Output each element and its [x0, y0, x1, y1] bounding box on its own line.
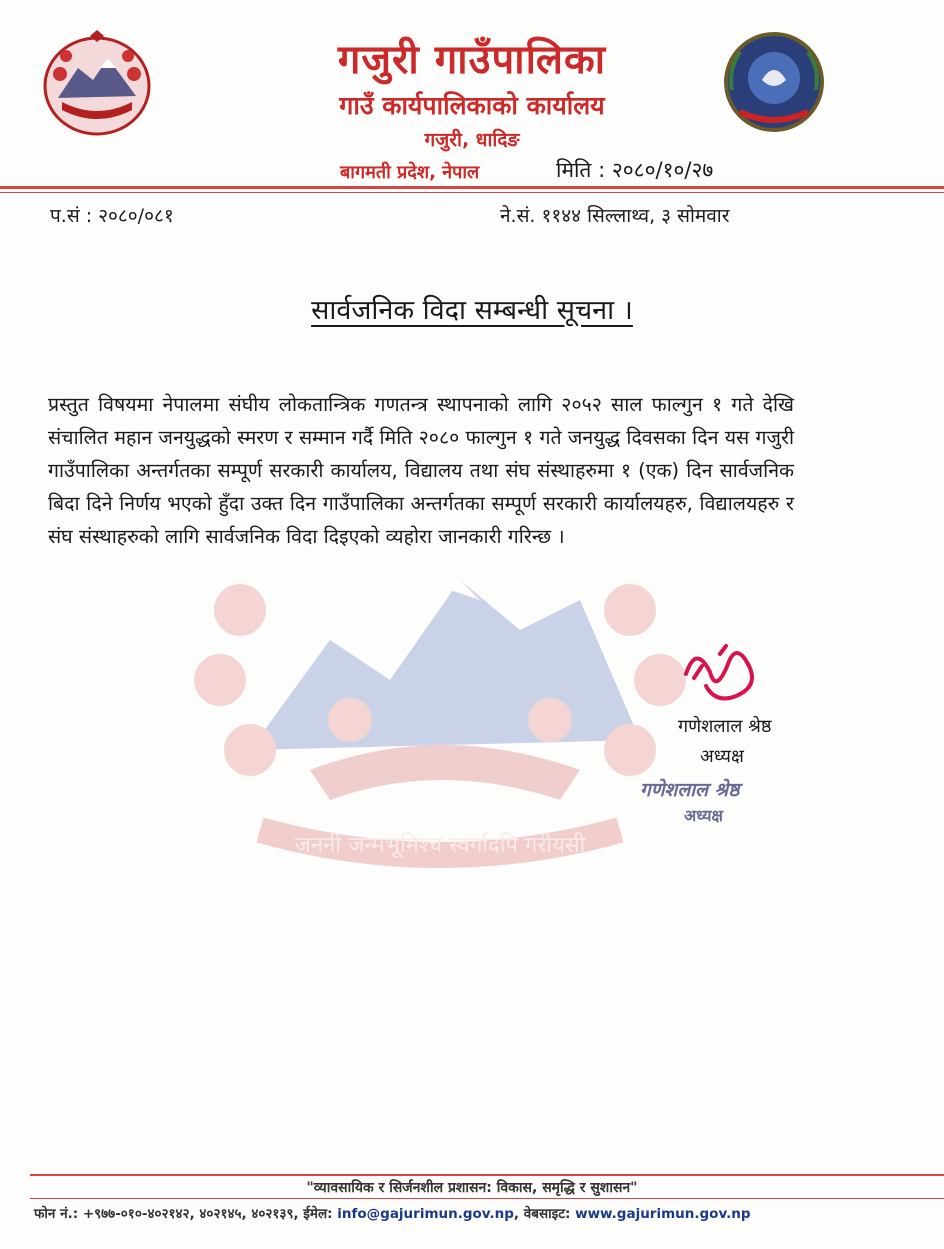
office-name: गाउँ कार्यपालिकाको कार्यालय: [339, 91, 605, 120]
signature: [676, 634, 772, 714]
contact-phone: फोन नं.: +९७७-०१०-४०२१४२, ४०२१४५, ४०२१३९, ईमेल:: [34, 1206, 333, 1222]
header-divider: [0, 186, 944, 189]
organization-name: गजुरी गाउँपालिका: [337, 37, 607, 83]
watermark-emblem: [160, 520, 720, 880]
notice-body: प्रस्तुत विषयमा नेपालमा संघीय लोकतान्त्रिक गणतन्त्र स्थापनाको लागि २०५२ साल फाल्गुन १ गते देखि संचालित महान जनयुद्धको स्मरण र सम्मान गर्दै मिति २०८० फाल्गुन १ गते जनयुद्ध दिवसका दिन यस गजुरी गाउँपालिका अन्तर्गतका सम्पूर्ण सरकारी कार्यालय, विद्यालय तथा संघ संस्थाहरुमा १ (एक) दिन सार्वजनिक बिदा दिने निर्णय भएको हुँदा उक्त दिन गाउँपालिका अन्तर्गतका सम्पूर्ण सरकारी कार्यालयहरु, विद्यालयहरु र संघ संस्थाहरुको लागि सार्वजनिक विदा दिइएको व्यहोरा जानकारी गरिन्छ ।: [48, 393, 794, 548]
stamp-name: गणेशलाल श्रेष्ठ: [640, 779, 740, 801]
office-province: बागमती प्रदेश, नेपाल: [340, 162, 480, 183]
notice-subject: सार्वजनिक विदा सम्बन्धी सूचना ।: [311, 295, 633, 326]
footer-motto: "व्यावसायिक र सिर्जनशील प्रशासन: विकास, समृद्धि र सुशासन": [306, 1180, 638, 1196]
nepal-sambat-date: ने.सं. ११४४ सिल्लाथ्व, ३ सोमवार: [500, 205, 730, 227]
office-address: गजुरी, धादिङ: [424, 129, 520, 151]
signatory-name: गणेशलाल श्रेष्ठ: [678, 716, 772, 737]
contact-email[interactable]: info@gajurimun.gov.np: [337, 1206, 514, 1222]
stamp-title: अध्यक्ष: [684, 806, 723, 825]
header-divider-thin: [0, 192, 944, 193]
contact-website[interactable]: www.gajurimun.gov.np: [575, 1206, 751, 1222]
watermark-motto: जननी जन्मभूमिश्च स्वर्गादपि गरीयसी: [294, 833, 586, 858]
footer-contact: [34, 1204, 914, 1222]
signatory-title: अध्यक्ष: [700, 746, 744, 767]
website-label: , वेबसाइट:: [513, 1206, 571, 1222]
reference-number: प.सं : २०८०/०८१: [50, 205, 174, 227]
letter-date: मिति : २०८०/१०/२७: [556, 158, 714, 182]
footer-divider-thin: [30, 1198, 944, 1199]
footer-divider: [30, 1174, 944, 1176]
